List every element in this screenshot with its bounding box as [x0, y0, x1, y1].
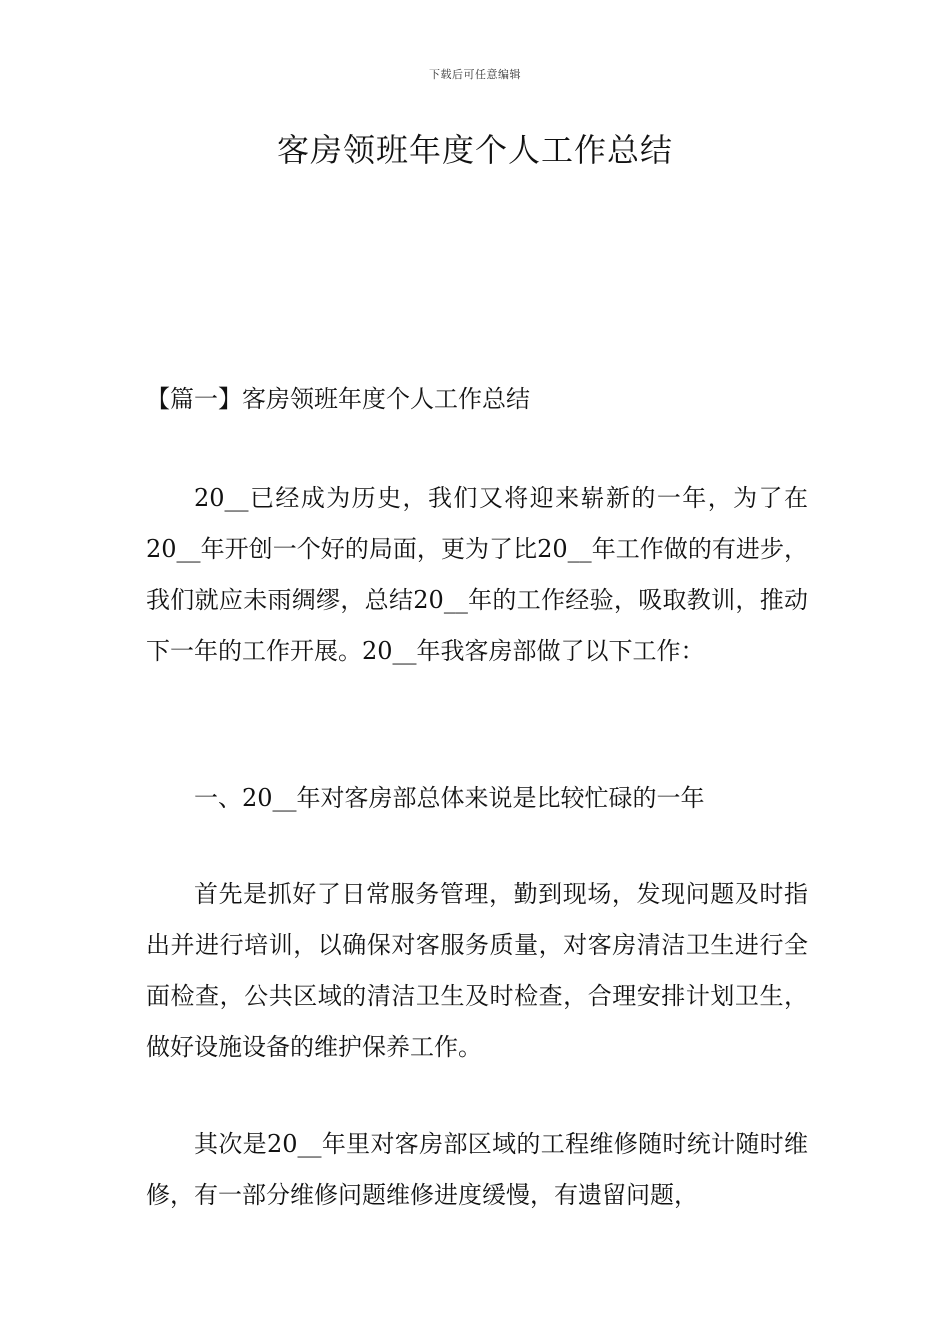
paragraph-daily-management: 首先是抓好了日常服务管理，勤到现场，发现问题及时指出并进行培训，以确保对客服务质量，对客房清洁卫生进行全面检查，公共区域的清洁卫生及时检查，合理安排计划卫生，做好设施设备的维护保养工作。 — [146, 880, 808, 1061]
section-heading: 【篇一】客房领班年度个人工作总结 — [146, 385, 530, 413]
paragraph-subheading: 一、20__年对客房部总体来说是比较忙碌的一年 — [194, 784, 705, 812]
paragraph-intro: 20__已经成为历史，我们又将迎来崭新的一年，为了在20__年开创一个好的局面，更为了比20__年工作做的有进步，我们就应未雨绸缪，总结20__年的工作经验，吸取教训，推动下一年的工作开展。20__年我客房部做了以下工作： — [146, 484, 808, 665]
document-title: 客房领班年度个人工作总结 — [276, 131, 673, 169]
paragraph-maintenance: 其次是20__年里对客房部区域的工程维修随时统计随时维修，有一部分维修问题维修进度缓慢，有遗留问题， — [146, 1130, 808, 1209]
header-note: 下载后可任意编辑 — [429, 68, 521, 81]
